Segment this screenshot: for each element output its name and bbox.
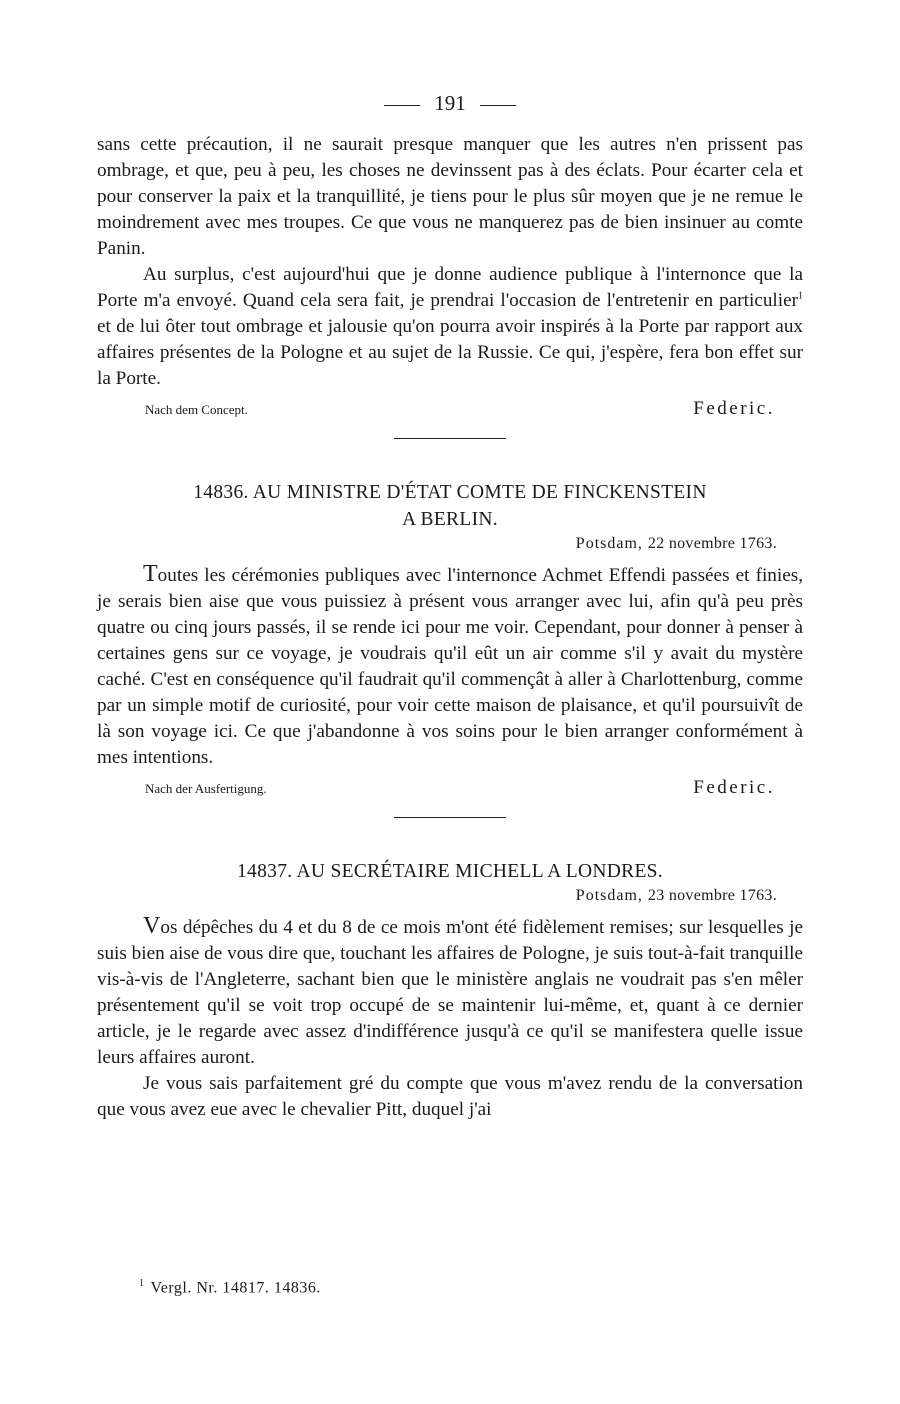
source-note: Nach dem Concept. <box>145 402 248 417</box>
place-date <box>97 885 803 907</box>
footnote-number: 1 <box>139 1278 145 1289</box>
continuation-paragraph-1: sans cette précaution, il ne saurait presque manquer que les autres n'en prissent pas ombrage, et que, peu à peu, les choses ne devinssent pas à des éclats. Pour écarter cela et pour conserver la paix et la tranquillité, je tiens pour le plus sûr moyen que je ne remue le moindrement avec mes troupes. Ce que vous ne manquerez pas de bien insinuer au comte Panin. <box>97 134 803 259</box>
initial-letter: T <box>143 561 158 587</box>
letter-body-text: os dépêches du 4 et du 8 de ce mois m'ont été fidèlement remises; sur lesquelles je suis bien aise de vous dire que, touchant les affaires de Pologne, je suis tout-à-fait tranquille vis-à-vis de l'Angleterre, sachant bien que le ministère anglais ne voudrait pas s'en mêler présentement qu'il se voit trop occupé de se maintenir lui-même, et, quant à ce dernier article, je le regarde avec assez d'indifférence jusqu'à ce qu'il se manifestera quelle issue leurs affaires auront. <box>97 917 803 1068</box>
letter-body <box>97 561 803 771</box>
letter-body-paragraph-2: Je vous sais parfaitement gré du compte que vous m'avez rendu de la conversation que vous avez eue avec le chevalier Pitt, duquel j'ai <box>97 1073 803 1120</box>
continuation-paragraph-2 <box>97 262 803 392</box>
letter-title-line-2: A BERLIN. <box>402 509 498 530</box>
letter-title: 14837. AU SECRÉTAIRE MICHELL A LONDRES. <box>237 861 663 882</box>
place-date <box>97 533 803 555</box>
source-note: Nach der Ausfertigung. <box>145 781 267 796</box>
footnote-text: Vergl. Nr. 14817. 14836. <box>150 1279 321 1297</box>
signature-row <box>97 777 803 799</box>
page <box>97 88 803 1123</box>
running-head <box>97 88 803 118</box>
initial-letter: V <box>143 913 161 939</box>
letter-title-line-1: 14836. AU MINISTRE D'ÉTAT COMTE DE FINCKENSTEIN <box>193 482 707 503</box>
section-divider <box>394 438 506 439</box>
footnote <box>139 1278 321 1297</box>
header-dash-left <box>384 105 420 106</box>
paragraph-2-start: Au surplus, c'est aujourd'hui que je donne audience publique à l'internonce que la Porte m'a envoyé. Quand cela sera fait, je prendrai l'occasion de l'entretenir en particulier <box>97 264 803 311</box>
letter-body <box>97 913 803 1071</box>
header-dash-right <box>480 105 516 106</box>
continuation-letter <box>97 132 803 420</box>
paragraph-2-rest: et de lui ôter tout ombrage et jalousie qu'on pourra avoir inspirés à la Porte par rapport aux affaires présentes de la Pologne et au sujet de la Russie. Ce qui, j'espère, fera bon effet sur la Porte. <box>97 316 803 389</box>
date: 22 novembre 1763. <box>647 535 777 552</box>
signature: Federic. <box>693 777 775 798</box>
section-divider <box>394 817 506 818</box>
letter-title <box>97 479 803 533</box>
place: Potsdam, <box>575 887 643 904</box>
signature: Federic. <box>693 398 775 419</box>
footnote-reference: 1 <box>798 290 803 302</box>
letter-14837 <box>97 858 803 1123</box>
letter-body-text: outes les cérémonies publiques avec l'internonce Achmet Effendi passées et finies, je serais bien aise que vous puissiez à présent vous arranger avec lui, afin qu'à peu près quatre ou cinq jours passés, il se rende ici pour me voir. Cependant, pour donner à penser à certaines gens sur ce voyage, je voudrais qu'il eût un air comme s'il y avait du mystère caché. C'est en conséquence qu'il faudrait qu'il commençât à aller à Charlottenburg, comme par un simple motif de curiosité, pour voir cette maison de plaisance, et qu'il poursuivît de là son voyage ici. Ce que j'abandonne à vos soins pour le bien arranger conformément à mes intentions. <box>97 565 803 768</box>
letter-14836 <box>97 479 803 799</box>
signature-row <box>97 398 803 420</box>
place: Potsdam, <box>575 535 643 552</box>
date: 23 novembre 1763. <box>647 887 777 904</box>
page-number: 191 <box>434 91 466 115</box>
